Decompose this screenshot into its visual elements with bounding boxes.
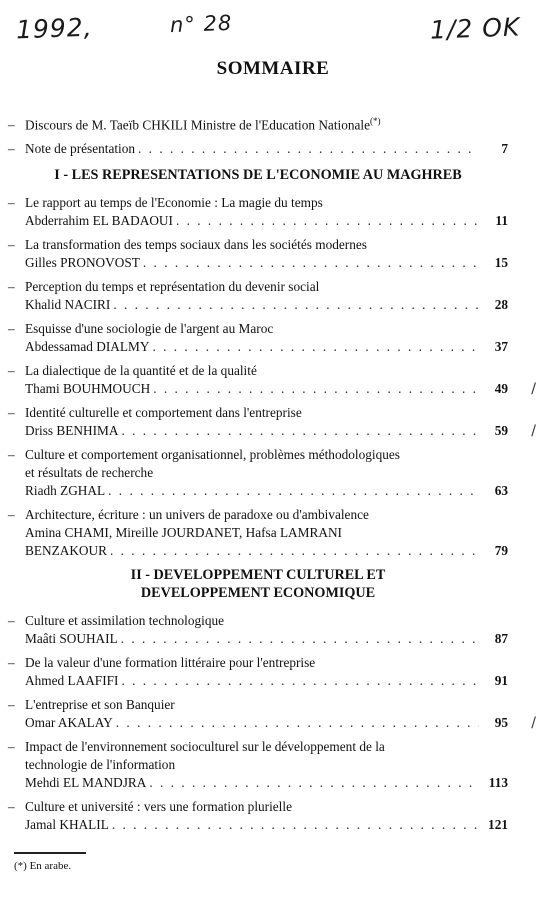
entry-author: Mehdi EL MANDJRA — [25, 775, 147, 791]
toc-entry[interactable] — [8, 654, 508, 690]
dash: – — [8, 697, 15, 713]
entry-author: Gilles PRONOVOST — [25, 255, 140, 271]
leader-dots — [112, 816, 479, 834]
intro-entry-note[interactable] — [8, 140, 508, 158]
toc-entry[interactable] — [8, 320, 508, 356]
footnote: (*) En arabe. — [14, 860, 72, 872]
entry-author: Abderrahim EL BADAOUI — [25, 213, 173, 229]
entry-title: Le rapport au temps de l'Economie : La magie du temps — [25, 195, 323, 211]
leader-dots — [121, 422, 479, 440]
page-number: 63 — [494, 483, 508, 499]
leader-dots — [108, 482, 479, 500]
entry-title: Note de présentation — [25, 141, 136, 157]
toc-entry[interactable] — [8, 446, 508, 500]
leader-dots — [153, 380, 479, 398]
entry-author: Amina CHAMI, Mireille JOURDANET, Hafsa LAMRANI — [25, 525, 342, 541]
entry-author: Abdessamad DIALMY — [25, 339, 150, 355]
entry-title: De la valeur d'une formation littéraire pour l'entreprise — [25, 655, 316, 671]
dash: – — [8, 739, 15, 755]
handwritten-check-mark: / — [531, 423, 536, 440]
entry-author: Jamal KHALIL — [25, 817, 109, 833]
toc-entry[interactable] — [8, 696, 536, 732]
page-title: SOMMAIRE — [216, 58, 330, 79]
page-number: 91 — [494, 673, 508, 689]
section-heading-2-line1: II - DEVELOPPEMENT CULTUREL ET — [130, 567, 386, 584]
toc-entry[interactable] — [8, 362, 536, 398]
entry-author-continued: BENZAKOUR — [25, 543, 107, 559]
leader-dots — [121, 630, 479, 648]
leader-dots — [176, 212, 479, 230]
intro-entry-speech[interactable] — [8, 112, 508, 134]
entry-title: Impact de l'environnement socioculturel sur le développement de la — [25, 739, 385, 755]
entry-title: La transformation des temps sociaux dans les sociétés modernes — [25, 237, 367, 253]
handwritten-check-mark: / — [531, 381, 536, 398]
dash: – — [8, 799, 15, 815]
leader-dots — [143, 254, 479, 272]
entry-title-continued: et résultats de recherche — [25, 465, 154, 481]
section-heading-1: I - LES REPRESENTATIONS DE L'ECONOMIE AU MAGHREB — [54, 167, 462, 184]
dash: – — [8, 195, 15, 211]
page-number: 49 — [494, 381, 508, 397]
section-heading-2-line2: DEVELOPPEMENT ECONOMIQUE — [140, 585, 376, 602]
leader-dots — [121, 672, 479, 690]
leader-dots — [149, 774, 479, 792]
toc-entry[interactable] — [8, 798, 508, 834]
handwritten-issue: n° 28 — [169, 10, 233, 38]
entry-author: Driss BENHIMA — [25, 423, 119, 439]
toc-entry[interactable] — [8, 404, 536, 440]
entry-author: Thami BOUHMOUCH — [25, 381, 151, 397]
toc-entry[interactable] — [8, 612, 508, 648]
page-number: 79 — [494, 543, 508, 559]
page-number: 15 — [494, 255, 508, 271]
entry-author: Ahmed LAAFIFI — [25, 673, 119, 689]
entry-title-continued: technologie de l'information — [25, 757, 176, 773]
leader-dots — [113, 296, 479, 314]
dash: – — [8, 613, 15, 629]
entry-title: Discours de M. Taeïb CHKILI Ministre de l'Education Nationale(*) — [25, 116, 381, 133]
section-1-entries — [8, 194, 536, 560]
entry-author: Riadh ZGHAL — [25, 483, 106, 499]
page-number: 59 — [494, 423, 508, 439]
toc-entry[interactable] — [8, 194, 508, 230]
toc-entry[interactable] — [8, 738, 508, 792]
page-number: 95 — [494, 715, 508, 731]
entry-title: Identité culturelle et comportement dans l'entreprise — [25, 405, 302, 421]
entry-title: L'entreprise et son Banquier — [25, 697, 175, 713]
entry-title: Esquisse d'une sociologie de l'argent au Maroc — [25, 321, 274, 337]
page-number: 37 — [494, 339, 508, 355]
dash: – — [8, 447, 15, 463]
handwritten-note: 1/2 OK — [429, 12, 521, 45]
entry-title: Perception du temps et représentation du devenir social — [25, 279, 320, 295]
dash: – — [8, 655, 15, 671]
handwritten-check-mark: / — [531, 715, 536, 732]
entry-title: Architecture, écriture : un univers de paradoxe ou d'ambivalence — [25, 507, 369, 523]
leader-dots — [152, 338, 479, 356]
dash: – — [8, 405, 15, 421]
page-number: 87 — [494, 631, 508, 647]
leader-dots — [116, 714, 479, 732]
entry-author: Khalid NACIRI — [25, 297, 111, 313]
entry-title: Culture et université : vers une formation plurielle — [25, 799, 292, 815]
page-number: 28 — [494, 297, 508, 313]
dash: – — [8, 507, 15, 523]
entry-author: Maâti SOUHAIL — [25, 631, 118, 647]
dash: – — [8, 279, 15, 295]
toc-entry[interactable] — [8, 506, 508, 560]
entry-title: Culture et assimilation technologique — [25, 613, 225, 629]
page-number: 113 — [488, 775, 508, 791]
section-2-entries — [8, 612, 536, 834]
section-heading-2 — [8, 566, 508, 602]
page-number: 11 — [495, 213, 508, 229]
dash: – — [8, 141, 15, 157]
handwritten-year: 1992, — [15, 12, 94, 45]
dash: – — [8, 117, 15, 133]
dash: – — [8, 321, 15, 337]
toc-entry[interactable] — [8, 278, 508, 314]
entry-author: Omar AKALAY — [25, 715, 113, 731]
dash: – — [8, 363, 15, 379]
footnote-divider — [14, 852, 86, 854]
table-of-contents — [8, 112, 536, 840]
page-number: 121 — [488, 817, 508, 833]
leader-dots — [138, 140, 479, 158]
toc-entry[interactable] — [8, 236, 508, 272]
entry-title: Culture et comportement organisationnel, problèmes méthodologiques — [25, 447, 400, 463]
entry-title: La dialectique de la quantité et de la qualité — [25, 363, 257, 379]
leader-dots — [110, 542, 479, 560]
dash: – — [8, 237, 15, 253]
page-number: 7 — [501, 141, 508, 157]
